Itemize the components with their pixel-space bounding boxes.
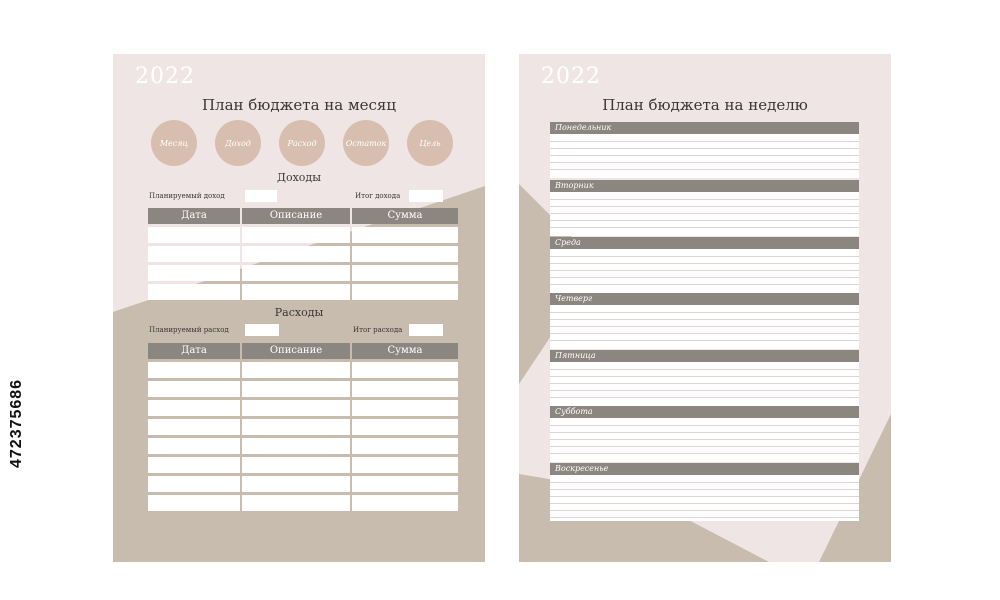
day-label: Воскресенье <box>555 464 609 473</box>
column-header-date: Дата <box>148 208 240 224</box>
table-row <box>148 362 458 378</box>
year-label: 2022 <box>541 64 601 89</box>
description-cell[interactable] <box>242 457 350 473</box>
circle-label: Цель <box>419 138 441 148</box>
description-cell[interactable] <box>242 400 350 416</box>
date-cell[interactable] <box>148 246 240 262</box>
day-label: Пятница <box>555 351 596 360</box>
circle-label: Расход <box>287 138 317 148</box>
date-cell[interactable] <box>148 284 240 300</box>
date-cell[interactable] <box>148 419 240 435</box>
day-notes-area[interactable] <box>550 418 859 462</box>
circle-month <box>151 120 197 166</box>
summary-circles <box>151 120 451 166</box>
day-section-wednesday <box>550 237 859 293</box>
date-cell[interactable] <box>148 400 240 416</box>
day-header <box>550 180 859 192</box>
planned-income-label: Планируемый доход <box>149 192 225 200</box>
day-label: Четверг <box>555 294 593 303</box>
total-expense-field[interactable] <box>409 324 443 336</box>
date-cell[interactable] <box>148 362 240 378</box>
day-section-thursday <box>550 293 859 349</box>
day-section-saturday <box>550 406 859 462</box>
circle-label: Остаток <box>345 138 387 148</box>
column-header-date: Дата <box>148 343 240 359</box>
amount-cell[interactable] <box>352 381 458 397</box>
day-notes-area[interactable] <box>550 134 859 178</box>
total-income-field[interactable] <box>409 190 443 202</box>
amount-cell[interactable] <box>352 438 458 454</box>
amount-cell[interactable] <box>352 457 458 473</box>
date-cell[interactable] <box>148 227 240 243</box>
description-cell[interactable] <box>242 381 350 397</box>
table-row <box>148 400 458 416</box>
table-row <box>148 495 458 511</box>
date-cell[interactable] <box>148 381 240 397</box>
day-label: Понедельник <box>555 123 612 132</box>
income-table <box>148 208 458 302</box>
planned-expense-field[interactable] <box>245 324 279 336</box>
circle-income <box>215 120 261 166</box>
table-row <box>148 284 458 300</box>
table-row <box>148 438 458 454</box>
day-header <box>550 406 859 418</box>
day-notes-area[interactable] <box>550 362 859 406</box>
circle-balance <box>343 120 389 166</box>
expense-table-header <box>148 343 458 359</box>
day-label: Среда <box>555 238 581 247</box>
day-label: Вторник <box>555 181 594 190</box>
day-section-tuesday <box>550 180 859 236</box>
circle-label: Доход <box>225 138 251 148</box>
page-title: План бюджета на неделю <box>602 96 808 114</box>
planned-expense-label: Планируемый расход <box>149 326 229 334</box>
day-section-monday <box>550 122 859 178</box>
amount-cell[interactable] <box>352 419 458 435</box>
amount-cell[interactable] <box>352 246 458 262</box>
date-cell[interactable] <box>148 476 240 492</box>
table-row <box>148 246 458 262</box>
day-header <box>550 350 859 362</box>
day-header <box>550 463 859 475</box>
amount-cell[interactable] <box>352 476 458 492</box>
description-cell[interactable] <box>242 476 350 492</box>
table-row <box>148 476 458 492</box>
description-cell[interactable] <box>242 227 350 243</box>
day-label: Суббота <box>555 407 593 416</box>
total-expense-label: Итог расхода <box>353 326 403 334</box>
table-row <box>148 419 458 435</box>
amount-cell[interactable] <box>352 362 458 378</box>
amount-cell[interactable] <box>352 284 458 300</box>
day-header <box>550 293 859 305</box>
day-notes-area[interactable] <box>550 475 859 521</box>
date-cell[interactable] <box>148 438 240 454</box>
day-header <box>550 122 859 134</box>
description-cell[interactable] <box>242 246 350 262</box>
expense-title: Расходы <box>274 306 324 319</box>
income-title: Доходы <box>277 171 321 184</box>
description-cell[interactable] <box>242 265 350 281</box>
date-cell[interactable] <box>148 265 240 281</box>
monthly-budget-page <box>113 54 485 562</box>
weekly-budget-page <box>519 54 891 562</box>
circle-expense <box>279 120 325 166</box>
day-header <box>550 237 859 249</box>
description-cell[interactable] <box>242 362 350 378</box>
circle-goal <box>407 120 453 166</box>
amount-cell[interactable] <box>352 400 458 416</box>
table-row <box>148 381 458 397</box>
day-section-sunday <box>550 463 859 521</box>
description-cell[interactable] <box>242 419 350 435</box>
amount-cell[interactable] <box>352 265 458 281</box>
total-income-label: Итог дохода <box>355 192 401 200</box>
income-table-header <box>148 208 458 224</box>
table-row <box>148 265 458 281</box>
circle-label: Месяц <box>159 138 189 148</box>
day-section-friday <box>550 350 859 406</box>
day-notes-area[interactable] <box>550 192 859 236</box>
watermark-id: 472375686 <box>8 378 25 468</box>
year-label: 2022 <box>135 64 195 89</box>
date-cell[interactable] <box>148 495 240 511</box>
description-cell[interactable] <box>242 495 350 511</box>
column-header-description: Описание <box>242 343 350 359</box>
planned-income-field[interactable] <box>245 190 277 202</box>
table-row <box>148 227 458 243</box>
date-cell[interactable] <box>148 457 240 473</box>
expense-table <box>148 343 458 513</box>
page-title: План бюджета на месяц <box>201 96 397 114</box>
day-notes-area[interactable] <box>550 305 859 349</box>
day-notes-area[interactable] <box>550 249 859 293</box>
column-header-amount: Сумма <box>352 343 458 359</box>
amount-cell[interactable] <box>352 227 458 243</box>
description-cell[interactable] <box>242 438 350 454</box>
table-row <box>148 457 458 473</box>
column-header-amount: Сумма <box>352 208 458 224</box>
column-header-description: Описание <box>242 208 350 224</box>
amount-cell[interactable] <box>352 495 458 511</box>
description-cell[interactable] <box>242 284 350 300</box>
